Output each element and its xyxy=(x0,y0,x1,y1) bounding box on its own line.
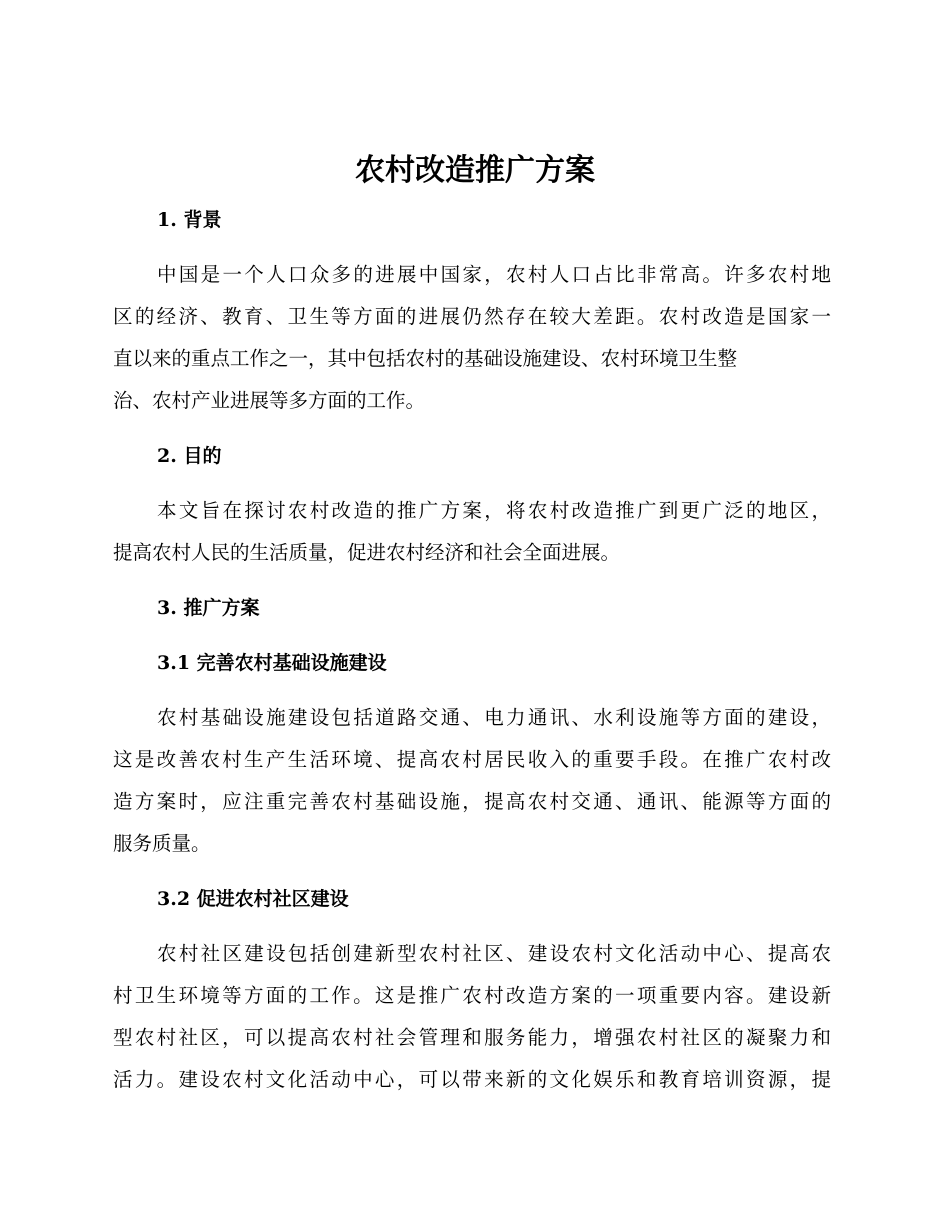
paragraph-community xyxy=(113,933,831,1101)
paragraph-line: 这是改善农村生产生活环境、提高农村居民收入的重要手段。在推广农村改 xyxy=(113,748,831,771)
page-title: 农村改造推广方案 xyxy=(355,153,595,188)
section-heading-community: 3.2 促进农村社区建设 xyxy=(157,888,349,910)
section-heading-plan: 3. 推广方案 xyxy=(157,597,260,619)
section-heading-purpose: 2. 目的 xyxy=(157,445,222,467)
paragraph-line: 治、农村产业进展等多方面的工作。 xyxy=(113,389,426,412)
paragraph-line: 中国是一个人口众多的进展中国家，农村人口占比非常高。许多农村地 xyxy=(157,263,831,286)
paragraph-line: 直以来的重点工作之一，其中包括农村的基础设施建设、农村环境卫生整 xyxy=(113,347,738,370)
paragraph-line: 村卫生环境等方面的工作。这是推广农村改造方案的一项重要内容。建设新 xyxy=(113,984,831,1007)
paragraph-line: 本文旨在探讨农村改造的推广方案，将农村改造推广到更广泛的地区， xyxy=(157,499,831,522)
paragraph-line: 区的经济、教育、卫生等方面的进展仍然存在较大差距。农村改造是国家一 xyxy=(113,305,831,328)
section-heading-infrastructure: 3.1 完善农村基础设施建设 xyxy=(157,652,387,674)
paragraph-line: 农村基础设施建设包括道路交通、电力通讯、水利设施等方面的建设， xyxy=(157,706,831,729)
paragraph-line: 型农村社区，可以提高农村社会管理和服务能力，增强农村社区的凝聚力和 xyxy=(113,1026,831,1049)
paragraph-background xyxy=(113,254,831,422)
paragraph-infrastructure xyxy=(113,697,831,865)
section-heading-background: 1. 背景 xyxy=(157,209,222,231)
paragraph-line: 造方案时，应注重完善农村基础设施，提高农村交通、通讯、能源等方面的 xyxy=(113,790,831,813)
paragraph-line: 提高农村人民的生活质量，促进农村经济和社会全面进展。 xyxy=(113,541,621,564)
paragraph-line: 农村社区建设包括创建新型农村社区、建设农村文化活动中心、提高农 xyxy=(157,942,831,965)
paragraph-purpose xyxy=(113,490,831,574)
paragraph-line: 活力。建设农村文化活动中心，可以带来新的文化娱乐和教育培训资源，提 xyxy=(113,1068,831,1091)
paragraph-line: 服务质量。 xyxy=(113,832,211,855)
